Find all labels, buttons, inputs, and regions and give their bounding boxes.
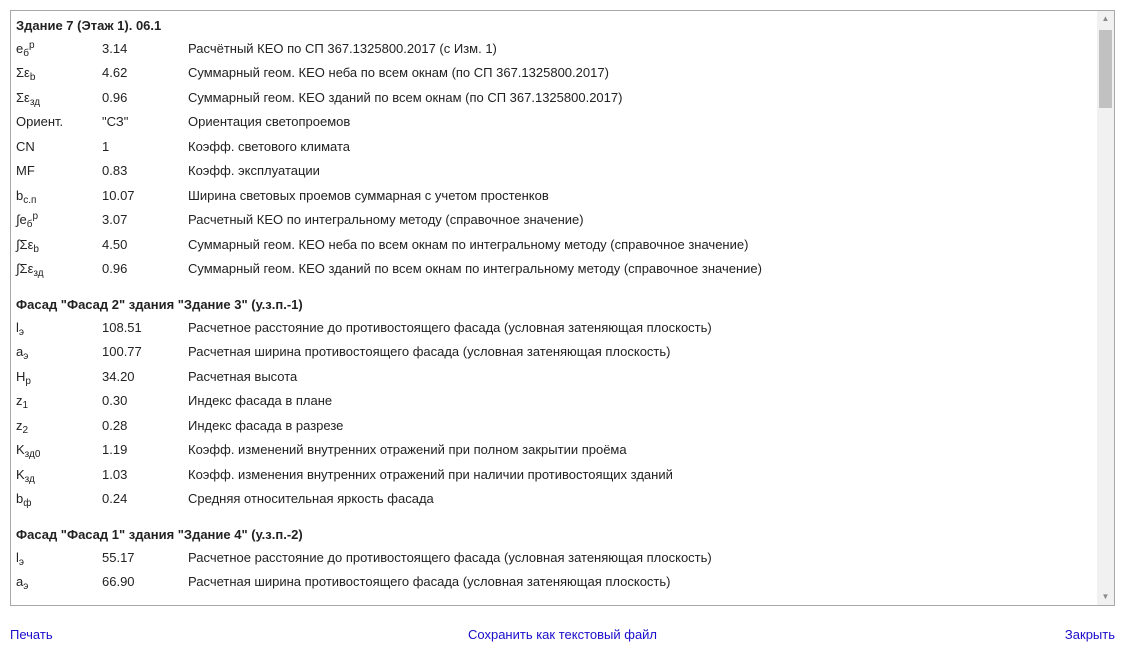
parameter-symbol <box>16 39 102 59</box>
symbol-base: a <box>16 574 24 590</box>
parameter-description: Коэфф. изменений внутренних отражений при полном закрытии проёма <box>188 442 627 458</box>
parameter-row <box>16 85 1097 110</box>
symbol-subscript: b <box>33 243 39 255</box>
parameter-value: 10.07 <box>102 187 135 203</box>
symbol-base: CN <box>16 138 35 154</box>
parameter-row <box>16 134 1097 159</box>
parameter-value: 0.83 <box>102 163 128 179</box>
parameter-row <box>16 183 1097 208</box>
parameter-row <box>16 364 1097 389</box>
parameter-description: Коэфф. светового климата <box>188 138 351 154</box>
symbol-superscript: р <box>28 39 35 51</box>
symbol-base: MF <box>16 163 35 179</box>
parameter-value: 34.20 <box>102 368 135 384</box>
parameter-symbol <box>16 89 102 108</box>
scroll-thumb[interactable] <box>1099 30 1112 108</box>
parameter-row <box>16 462 1097 487</box>
parameter-row <box>16 487 1097 512</box>
parameter-description: Расчетная высота <box>188 368 298 384</box>
parameter-symbol <box>16 417 102 436</box>
scroll-down-icon[interactable]: ▼ <box>1101 592 1110 601</box>
parameter-value: 0.28 <box>102 417 128 433</box>
parameter-row <box>16 110 1097 135</box>
symbol-subscript: 2 <box>22 424 29 436</box>
symbol-base: b <box>16 491 24 507</box>
symbol-subscript: зд <box>29 96 41 108</box>
section-title: Здание 7 (Этаж 1). 06.1 <box>16 18 162 33</box>
parameter-value: 55.17 <box>102 549 135 565</box>
parameter-description: Индекс фасада в разрезе <box>188 417 344 433</box>
parameter-description: Коэфф. эксплуатации <box>188 163 320 179</box>
parameter-description: Индекс фасада в плане <box>188 393 333 409</box>
parameter-symbol <box>16 65 102 84</box>
report-section <box>16 525 1097 594</box>
symbol-subscript: зд <box>33 268 44 280</box>
parameter-row <box>16 159 1097 184</box>
symbol-superscript: р <box>32 211 39 223</box>
save-as-text-link[interactable]: Сохранить как текстовый файл <box>468 627 658 642</box>
parameter-value: 108.51 <box>102 319 142 335</box>
report-section <box>16 16 1097 281</box>
parameter-symbol <box>16 163 102 178</box>
parameter-description: Суммарный геом. КЕО зданий по всем окнам по интегральному методу (справочное значение) <box>188 261 762 277</box>
parameter-symbol <box>16 236 102 255</box>
parameter-value: 4.62 <box>102 65 128 81</box>
report-section <box>16 295 1097 511</box>
parameter-description: Ориентация светопроемов <box>188 114 351 130</box>
symbol-base: z <box>16 393 23 409</box>
parameter-description: Средняя относительная яркость фасада <box>188 491 434 507</box>
symbol-subscript: б <box>26 219 33 231</box>
parameter-symbol <box>16 211 102 231</box>
close-link[interactable]: Закрыть <box>1064 627 1115 642</box>
parameter-description: Расчетный КЕО по интегральному методу (справочное значение) <box>188 212 584 228</box>
vertical-scrollbar[interactable] <box>1097 11 1114 605</box>
symbol-subscript: 1 <box>22 400 29 412</box>
symbol-base: H <box>16 368 26 384</box>
parameter-value: 1.03 <box>102 466 128 482</box>
symbol-subscript: зд0 <box>24 449 41 461</box>
parameter-value: 0.30 <box>102 393 128 409</box>
section-title: Фасад "Фасад 1" здания "Здание 4" (у.з.п.-2) <box>16 527 303 542</box>
symbol-base: a <box>16 344 24 360</box>
parameter-symbol <box>16 574 102 593</box>
parameter-description: Расчетная ширина противостоящего фасада (условная затеняющая плоскость) <box>188 344 671 360</box>
parameter-value: 4.50 <box>102 236 128 252</box>
parameter-symbol <box>16 466 102 485</box>
symbol-subscript: с.п <box>23 194 37 206</box>
parameter-description: Расчетное расстояние до противостоящего фасада (условная затеняющая плоскость) <box>188 319 712 335</box>
parameter-symbol <box>16 261 102 280</box>
parameter-value: 3.14 <box>102 40 128 56</box>
parameter-description: Коэфф. изменения внутренних отражений при наличии противостоящих зданий <box>188 466 673 482</box>
symbol-subscript: э <box>23 581 29 593</box>
parameter-row <box>16 232 1097 257</box>
parameter-description: Суммарный геом. КЕО неба по всем окнам по интегральному методу (справочное значение) <box>188 236 749 252</box>
parameter-description: Расчётный КЕО по СП 367.1325800.2017 (с Изм. 1) <box>188 40 497 56</box>
parameter-description: Суммарный геом. КЕО неба по всем окнам (по СП 367.1325800.2017) <box>188 65 609 81</box>
section-title: Фасад "Фасад 2" здания "Здание 3" (у.з.п.-1) <box>16 297 303 312</box>
symbol-subscript: б <box>23 47 29 59</box>
parameter-symbol <box>16 114 102 129</box>
parameter-symbol <box>16 139 102 154</box>
parameter-value: 1 <box>102 138 110 154</box>
parameter-row <box>16 36 1097 61</box>
symbol-subscript: э <box>23 351 29 363</box>
parameter-description: Суммарный геом. КЕО зданий по всем окнам (по СП 367.1325800.2017) <box>188 89 623 105</box>
parameter-symbol <box>16 491 102 510</box>
report-panel[interactable] <box>10 10 1115 606</box>
parameter-symbol <box>16 368 102 387</box>
parameter-symbol <box>16 344 102 363</box>
parameter-row <box>16 413 1097 438</box>
symbol-base: Σε <box>16 89 30 105</box>
parameter-row <box>16 257 1097 282</box>
print-link[interactable]: Печать <box>10 627 53 642</box>
parameter-row <box>16 545 1097 570</box>
symbol-base: z <box>16 417 23 433</box>
parameter-symbol <box>16 442 102 461</box>
symbol-subscript: р <box>25 375 31 387</box>
symbol-base: ∫Σε <box>16 261 34 277</box>
symbol-base: l <box>16 549 19 565</box>
symbol-base: ∫Σε <box>16 236 34 252</box>
parameter-value: 1.19 <box>102 442 128 458</box>
symbol-base: ∫e <box>16 212 27 228</box>
parameter-row <box>16 208 1097 233</box>
parameter-symbol <box>16 319 102 338</box>
symbol-subscript: ф <box>23 498 32 510</box>
parameter-symbol <box>16 187 102 206</box>
parameter-row <box>16 570 1097 595</box>
parameter-row <box>16 315 1097 340</box>
parameter-value: "СЗ" <box>102 114 129 130</box>
parameter-value: 3.07 <box>102 212 128 228</box>
symbol-base: Σε <box>16 65 30 81</box>
symbol-subscript: э <box>18 326 24 338</box>
symbol-base: l <box>16 319 19 335</box>
parameter-value: 100.77 <box>102 344 142 360</box>
symbol-base: e <box>16 40 24 56</box>
scroll-up-icon[interactable]: ▲ <box>1101 14 1110 23</box>
symbol-subscript: b <box>29 72 36 84</box>
parameter-value: 66.90 <box>102 574 135 590</box>
parameter-symbol <box>16 393 102 412</box>
parameter-row <box>16 389 1097 414</box>
parameter-row <box>16 340 1097 365</box>
parameter-row <box>16 438 1097 463</box>
symbol-base: Ориент. <box>16 114 64 130</box>
parameter-description: Ширина световых проемов суммарная с учетом простенков <box>188 187 549 203</box>
parameter-row <box>16 61 1097 86</box>
symbol-base: K <box>16 442 25 458</box>
symbol-subscript: э <box>18 556 24 568</box>
parameter-description: Расчетная ширина противостоящего фасада (условная затеняющая плоскость) <box>188 574 671 590</box>
symbol-subscript: зд <box>24 473 35 485</box>
symbol-base: b <box>16 187 24 203</box>
parameter-value: 0.24 <box>102 491 128 507</box>
parameter-value: 0.96 <box>102 261 128 277</box>
parameter-description: Расчетное расстояние до противостоящего фасада (условная затеняющая плоскость) <box>188 549 712 565</box>
parameter-value: 0.96 <box>102 89 128 105</box>
parameter-symbol <box>16 549 102 568</box>
report-content <box>11 11 1097 605</box>
symbol-base: K <box>16 466 25 482</box>
